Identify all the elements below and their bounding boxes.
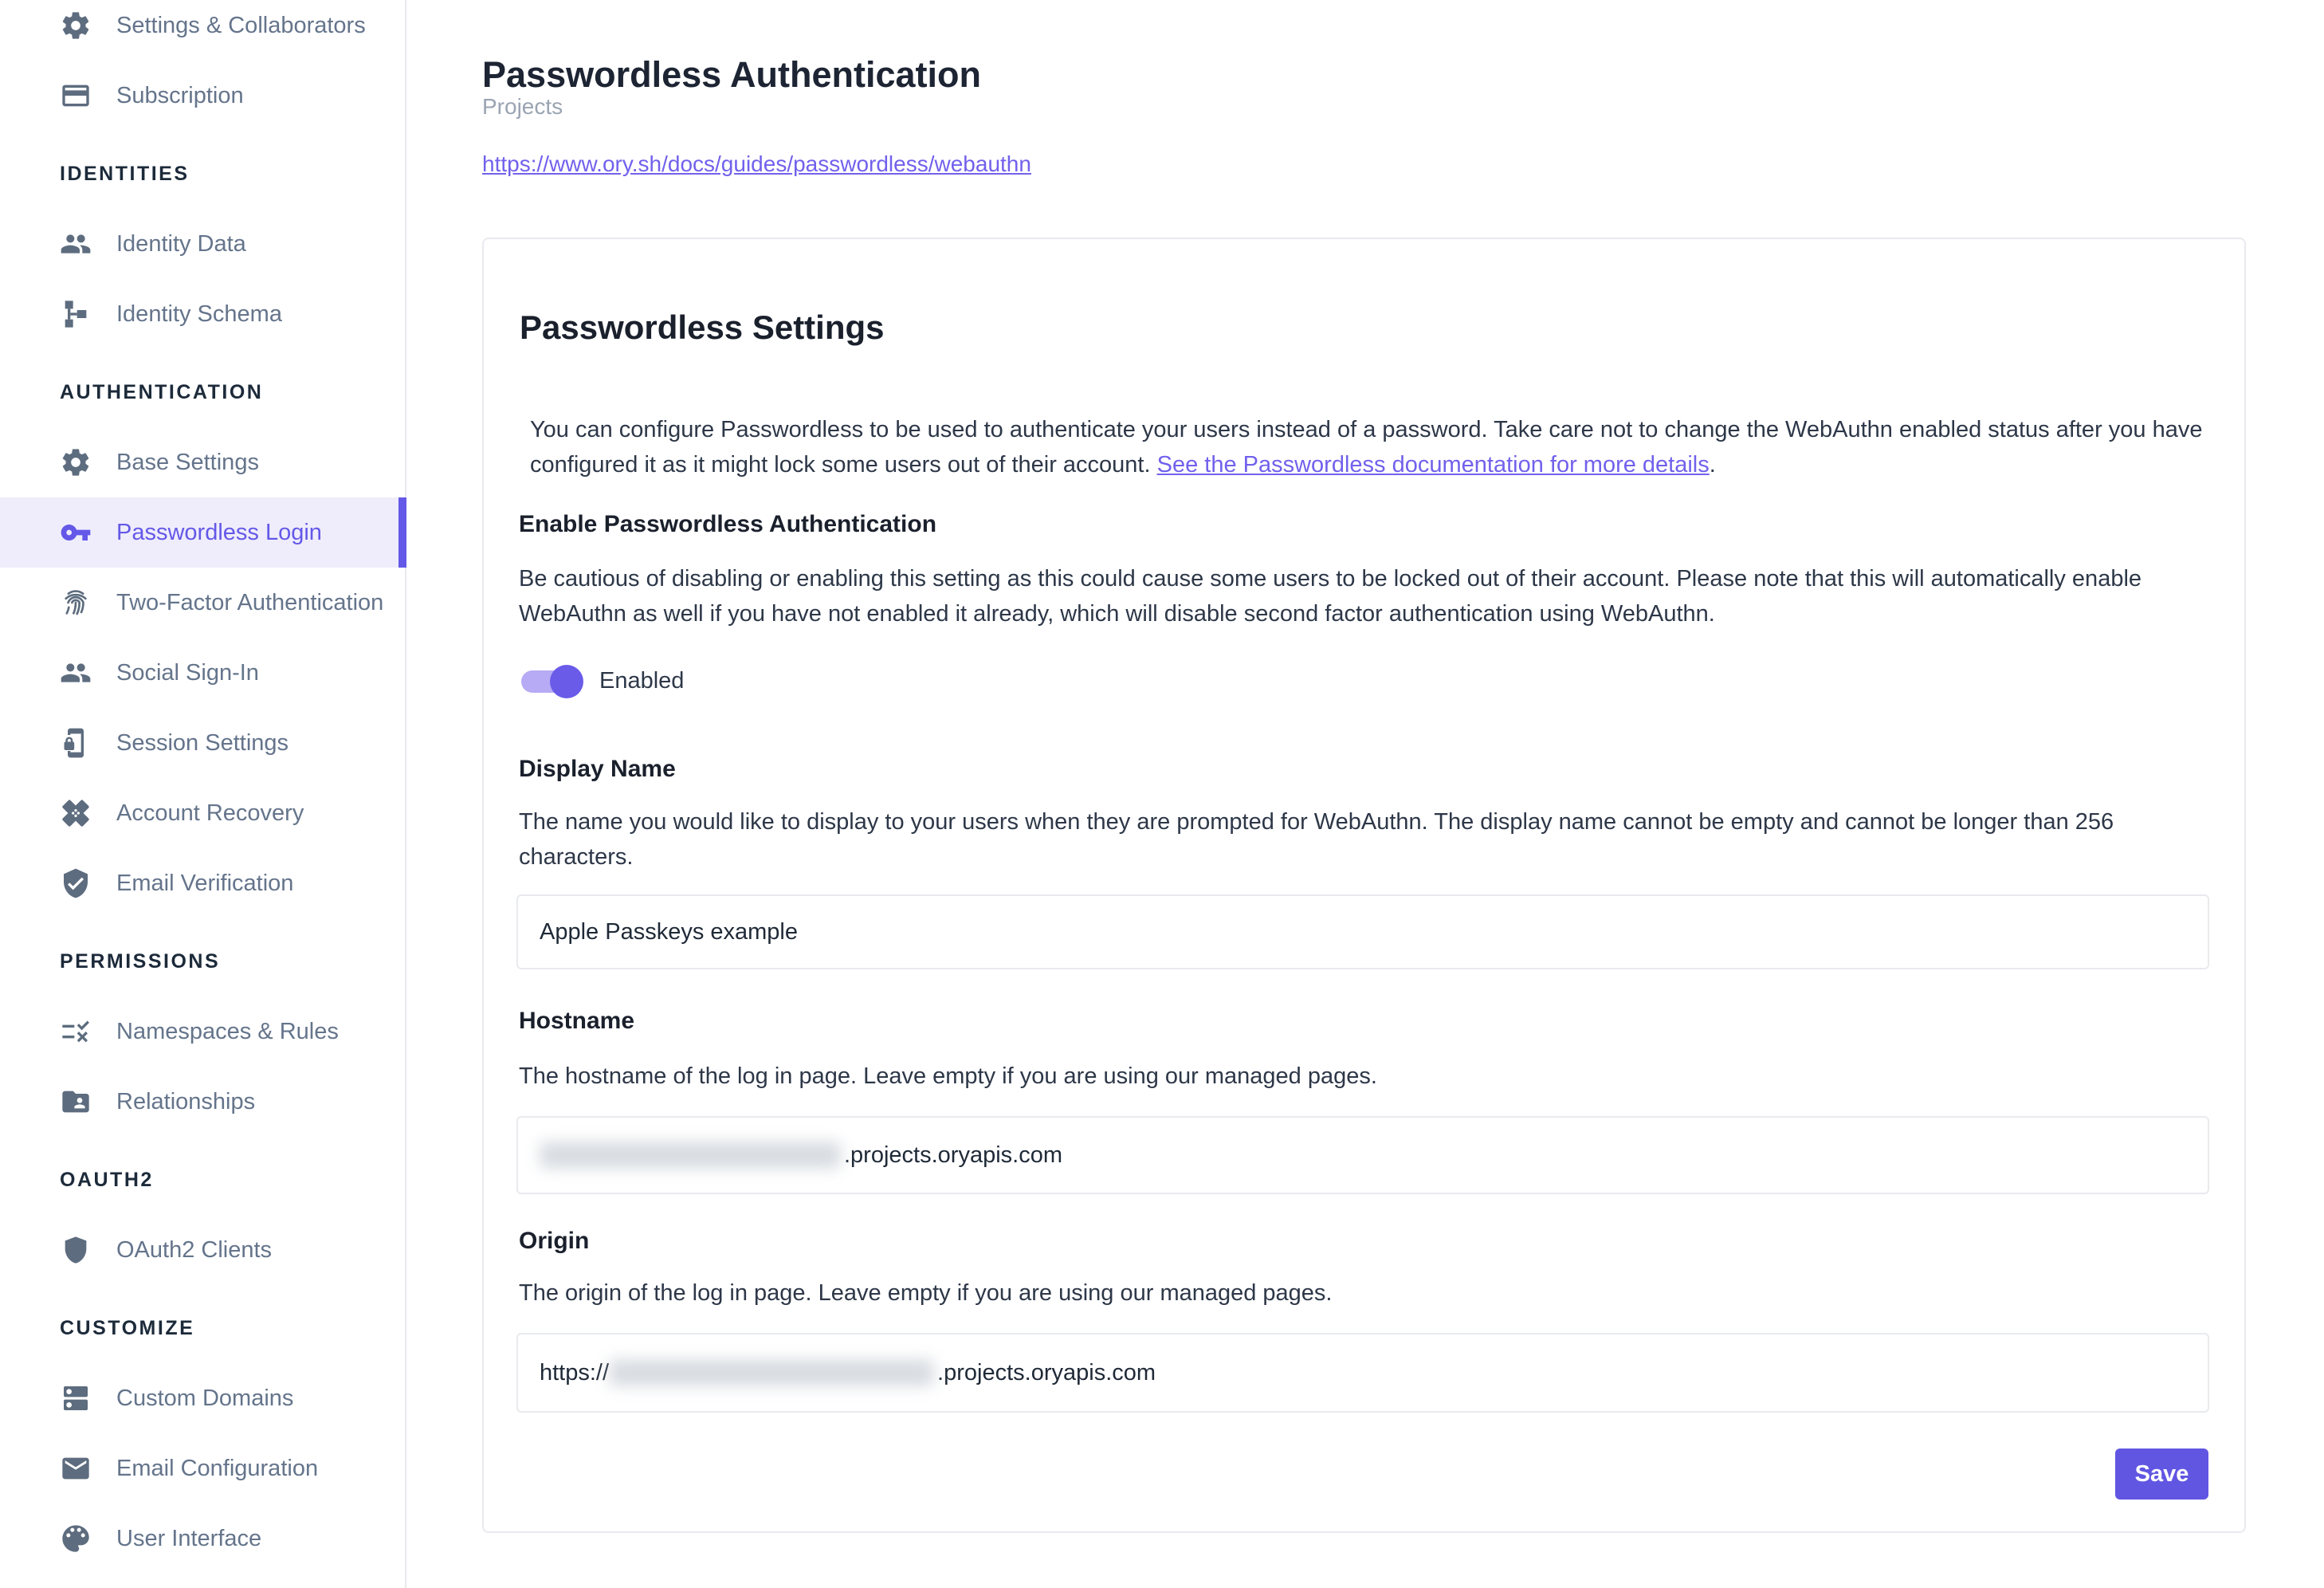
- group-icon: [60, 657, 92, 689]
- origin-input[interactable]: [516, 1333, 2209, 1413]
- credit-card-icon: [60, 80, 92, 112]
- webauthn-doc-link[interactable]: https://www.ory.sh/docs/guides/passwordless/webauthn: [482, 151, 1031, 176]
- sidebar-item-label: OAuth2 Clients: [116, 1236, 273, 1263]
- sidebar-item-two-factor-authentication[interactable]: [0, 568, 405, 638]
- sidebar-nav: [0, 0, 405, 1574]
- palette-icon: [60, 1523, 92, 1555]
- sidebar-item-label: Email Verification: [116, 870, 294, 896]
- sidebar-item-label: Identity Data: [116, 230, 246, 257]
- sidebar: [0, 0, 406, 1588]
- sidebar-item-label: Settings & Collaborators: [116, 12, 366, 38]
- intro-text-after: .: [1709, 452, 1716, 478]
- email-icon: [60, 1452, 92, 1484]
- hostname-suffix: .projects.oryapis.com: [844, 1142, 1062, 1168]
- dns-icon: [60, 1382, 92, 1414]
- display-name-description: The name you would like to display to your users when they are prompted for WebAuthn. The display name cannot be empty and cannot be longer than 256 characters.: [519, 809, 2114, 870]
- sidebar-item-identity-schema[interactable]: [0, 279, 405, 349]
- sidebar-item-social-sign-in[interactable]: [0, 638, 405, 708]
- sidebar-item-label: Subscription: [116, 82, 244, 108]
- sidebar-item-subscription[interactable]: [0, 61, 405, 131]
- sidebar-item-relationships[interactable]: [0, 1067, 405, 1137]
- sidebar-item-label: Session Settings: [116, 729, 289, 756]
- sidebar-item-label: Custom Domains: [116, 1385, 294, 1411]
- main-content: [408, 0, 2324, 1588]
- phone-lock-icon: [60, 727, 92, 759]
- toggle-knob: [550, 665, 583, 698]
- hostname-label: Hostname: [519, 1008, 635, 1034]
- origin-label: Origin: [519, 1228, 590, 1254]
- passwordless-settings-card: [482, 238, 2246, 1533]
- display-name-label: Display Name: [519, 756, 676, 782]
- sidebar-section-authentication: AUTHENTICATION: [60, 380, 264, 403]
- shield-icon: [60, 1234, 92, 1266]
- sidebar-item-passwordless-login[interactable]: [0, 497, 405, 568]
- sidebar-item-session-settings[interactable]: [0, 708, 405, 778]
- enable-passwordless-label: Enable Passwordless Authentication: [519, 511, 937, 537]
- origin-suffix: .projects.oryapis.com: [937, 1359, 1156, 1386]
- gear-icon: [60, 10, 92, 41]
- redacted-text: [540, 1142, 841, 1169]
- sidebar-section-customize: CUSTOMIZE: [60, 1316, 195, 1339]
- sidebar-item-label: User Interface: [116, 1525, 262, 1551]
- sidebar-item-custom-domains[interactable]: [0, 1363, 405, 1433]
- sidebar-item-account-recovery[interactable]: [0, 778, 405, 848]
- sidebar-item-email-verification[interactable]: [0, 848, 405, 918]
- key-icon: [60, 517, 92, 548]
- passwordless-toggle[interactable]: [521, 664, 590, 699]
- hostname-description: The hostname of the log in page. Leave empty if you are using our managed pages.: [519, 1063, 1377, 1089]
- sidebar-item-label: Two-Factor Authentication: [116, 589, 384, 615]
- sidebar-item-label: Base Settings: [116, 449, 259, 475]
- sidebar-item-user-interface[interactable]: [0, 1503, 405, 1574]
- sidebar-item-label: Namespaces & Rules: [116, 1018, 339, 1044]
- sidebar-item-label: Social Sign-In: [116, 659, 259, 686]
- fingerprint-icon: [60, 587, 92, 619]
- people-icon: [60, 228, 92, 260]
- redacted-text: [609, 1359, 934, 1386]
- origin-prefix: https://: [540, 1359, 610, 1386]
- shield-check-icon: [60, 867, 92, 899]
- gear-icon: [60, 446, 92, 478]
- folder-shared-icon: [60, 1086, 92, 1118]
- save-button[interactable]: Save: [2115, 1448, 2208, 1500]
- enable-passwordless-description: Be cautious of disabling or enabling this setting as this could cause some users to be locked out of their account. Please note that this will automatically enable WebAuthn as well if you have not enabled it already, which will disable second factor authentication using WebAuthn.: [519, 566, 2142, 627]
- sidebar-section-identities: IDENTITIES: [60, 162, 190, 185]
- hostname-input[interactable]: [516, 1116, 2209, 1194]
- intro-text: You can configure Passwordless to be used to authenticate your users instead of a password. Take care not to change the WebAuthn enabled status after you have configured it as it might lock some users out of their account.: [530, 417, 2203, 478]
- sidebar-item-label: Email Configuration: [116, 1455, 319, 1481]
- sidebar-item-label: Identity Schema: [116, 301, 282, 327]
- sidebar-item-label: Account Recovery: [116, 800, 304, 826]
- sidebar-item-base-settings[interactable]: [0, 427, 405, 497]
- card-title: Passwordless Settings: [520, 308, 885, 346]
- passwordless-docs-link[interactable]: See the Passwordless documentation for more details: [1156, 452, 1710, 478]
- intro-paragraph: [530, 412, 2210, 482]
- healing-icon: [60, 797, 92, 829]
- sidebar-item-label: Relationships: [116, 1088, 256, 1114]
- origin-description: The origin of the log in page. Leave empty if you are using our managed pages.: [519, 1280, 1333, 1306]
- schema-icon: [60, 298, 92, 330]
- sidebar-item-settings-collaborators[interactable]: [0, 0, 405, 61]
- rule-icon: [60, 1016, 92, 1048]
- sidebar-item-label: Passwordless Login: [116, 519, 322, 545]
- sidebar-item-namespaces-rules[interactable]: [0, 996, 405, 1067]
- sidebar-section-oauth2: OAUTH2: [60, 1168, 154, 1191]
- sidebar-item-email-configuration[interactable]: [0, 1433, 405, 1503]
- breadcrumb: Projects: [482, 94, 563, 119]
- page-title: Passwordless Authentication: [482, 54, 981, 96]
- sidebar-section-permissions: PERMISSIONS: [60, 949, 221, 973]
- sidebar-item-oauth2-clients[interactable]: [0, 1215, 405, 1285]
- toggle-state-label: Enabled: [599, 668, 685, 694]
- sidebar-item-identity-data[interactable]: [0, 209, 405, 279]
- display-name-input[interactable]: [516, 894, 2209, 969]
